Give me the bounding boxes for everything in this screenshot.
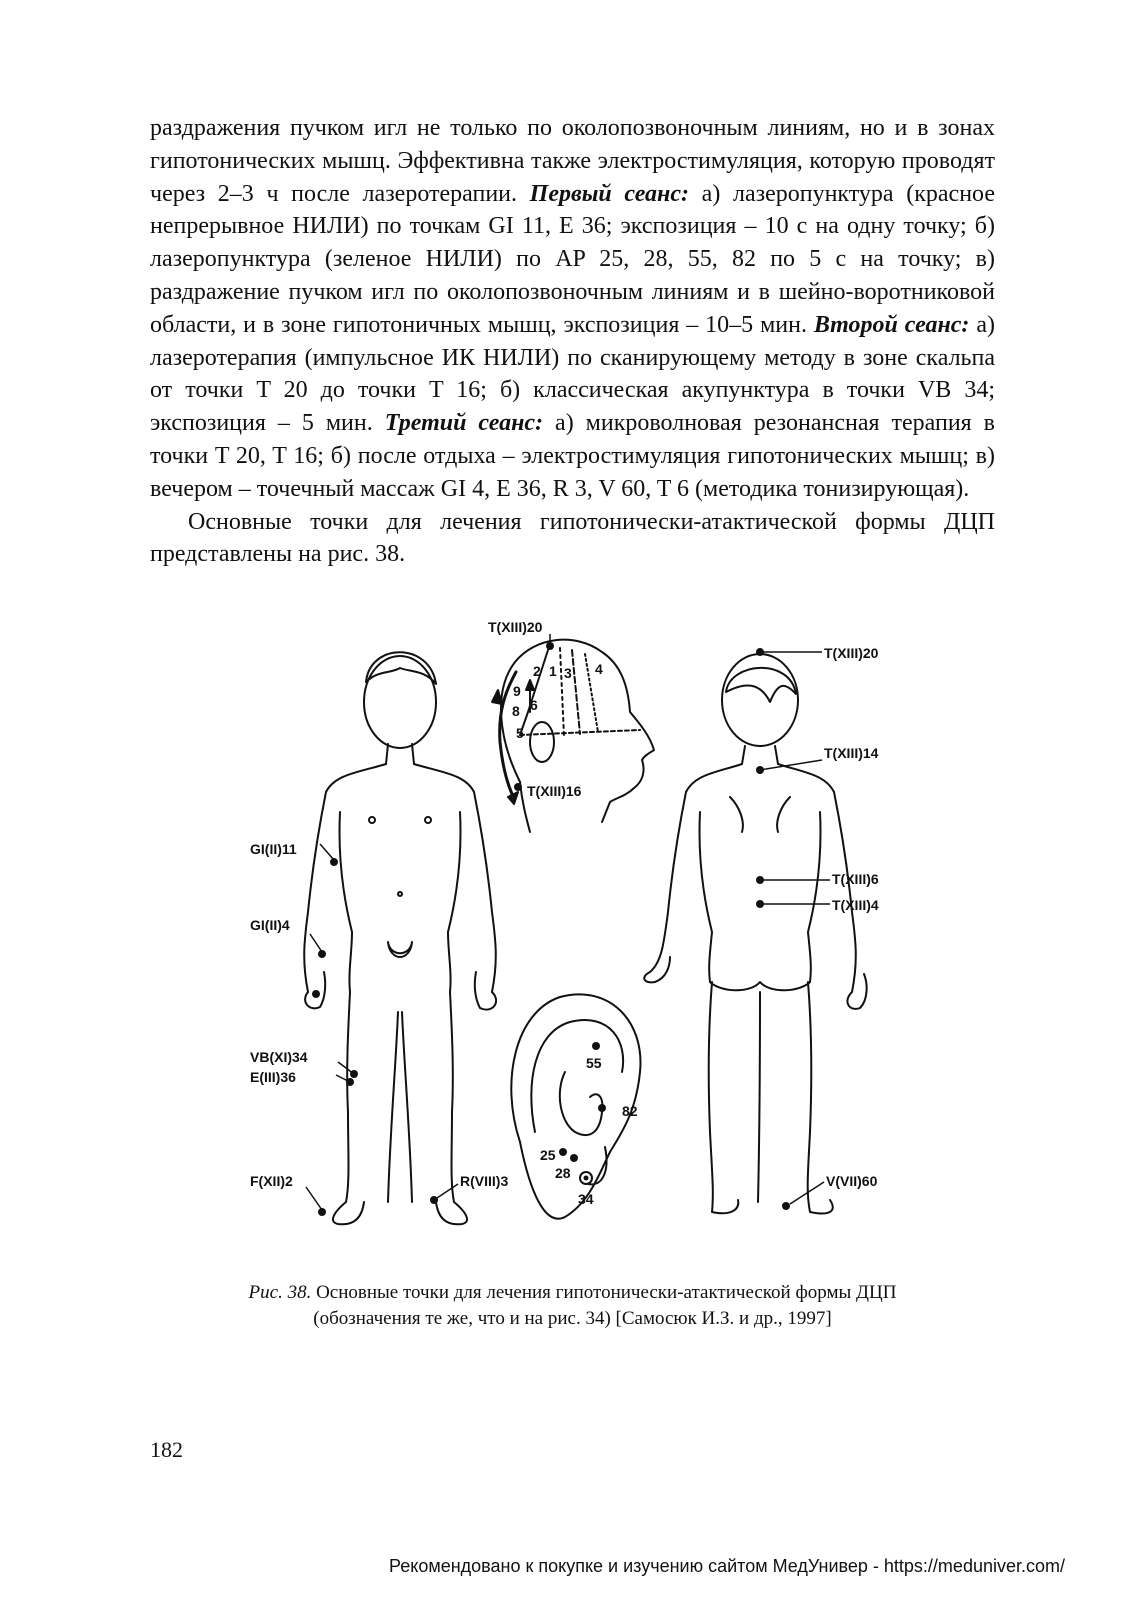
head-zone-1: 1 — [549, 663, 557, 679]
text-run: а) лазеропунктура (красное непрерывное НИЛИ) по точкам GI 11, E 36; экспозиция – 10 с на одну точку; б) лазеропунктура (зеленое НИЛИ) по AP 25, 28, 55, 82 по 5 с на точку; в) раздражение пучком игл по околопозвоночным линиям и в шейно-воротниковой области, и в зоне гипотоничных мышц, экспозиция – 10–5 мин. — [150, 180, 995, 338]
figure-caption — [150, 1280, 995, 1332]
head-zone-3: 3 — [564, 665, 572, 681]
session-2-heading: Второй сеанс: — [813, 311, 970, 338]
head-zone-8: 8 — [512, 703, 520, 719]
body-text — [150, 112, 995, 571]
back-body-figure — [644, 654, 866, 1214]
head-zone-6: 6 — [530, 697, 538, 713]
label-head-t16: T(XIII)16 — [527, 783, 582, 799]
head-zone-4: 4 — [595, 661, 603, 677]
ear-label-55: 55 — [586, 1055, 602, 1071]
front-body-figure — [304, 652, 496, 1224]
label-back-t20: T(XIII)20 — [824, 645, 879, 661]
label-r3: R(VIII)3 — [460, 1173, 509, 1189]
head-zone-5: 5 — [516, 725, 524, 741]
caption-prefix: Рис. 38. — [248, 1282, 312, 1303]
caption-line-2: (обозначения те же, что и на рис. 34) [Самосюк И.З. и др., 1997] — [313, 1308, 832, 1329]
label-gi4: GI(II)4 — [250, 917, 290, 933]
text-run: раздражения пучком игл не только по околопозвоночным линиям, но и в зонах гипотонических мышц. Эффективна также электростимуляция, которую проводят через 2–3 ч после лазеротерапии. — [150, 115, 995, 207]
head-zone-2: 2 — [533, 663, 541, 679]
footer-note: Рекомендовано к покупке и изучению сайтом МедУнивер - https://meduniver.com/ — [389, 1556, 1065, 1576]
ear-label-34: 34 — [578, 1191, 594, 1207]
label-vb34: VB(XI)34 — [250, 1049, 308, 1065]
acupuncture-points-illustration — [230, 612, 910, 1272]
paragraph-2: Основные точки для лечения гипотонически-атактической формы ДЦП представлены на рис. 38. — [150, 508, 995, 568]
label-e36: E(III)36 — [250, 1069, 296, 1085]
text-run: а) лазеротерапия (импульсное ИК НИЛИ) по сканирующему методу в зоне скальпа от точки T 20 до точки T 16; б) классическая акупунктура в точки VB 34; экспозиция – 5 мин. — [150, 311, 995, 437]
session-1-heading: Первый сеанс: — [529, 180, 690, 207]
page-number: 182 — [150, 1437, 183, 1462]
label-head-t20: T(XIII)20 — [488, 619, 543, 635]
ear-label-82: 82 — [622, 1103, 638, 1119]
caption-line-1: Основные точки для лечения гипотонически-атактической формы ДЦП — [311, 1282, 897, 1303]
session-3-heading: Третий сеанс: — [384, 410, 544, 437]
label-t14: T(XIII)14 — [824, 745, 879, 761]
label-gi11: GI(II)11 — [250, 841, 297, 857]
figure-38 — [230, 612, 910, 1272]
ear-label-25: 25 — [540, 1147, 556, 1163]
label-t4: T(XIII)4 — [832, 897, 879, 913]
text-run: а) микроволновая резонансная терапия в точки T 20, T 16; б) после отдыха – электростимуляция гипотонических мышц; в) вечером – точечный массаж GI 4, E 36, R 3, V 60, T 6 (методика тонизирующая). — [150, 410, 996, 502]
ear-label-28: 28 — [555, 1165, 571, 1181]
paragraph-1 — [150, 112, 995, 506]
label-f2: F(XII)2 — [250, 1173, 293, 1189]
label-t6: T(XIII)6 — [832, 871, 879, 887]
label-v60: V(VII)60 — [826, 1173, 878, 1189]
head-zone-9: 9 — [513, 683, 521, 699]
